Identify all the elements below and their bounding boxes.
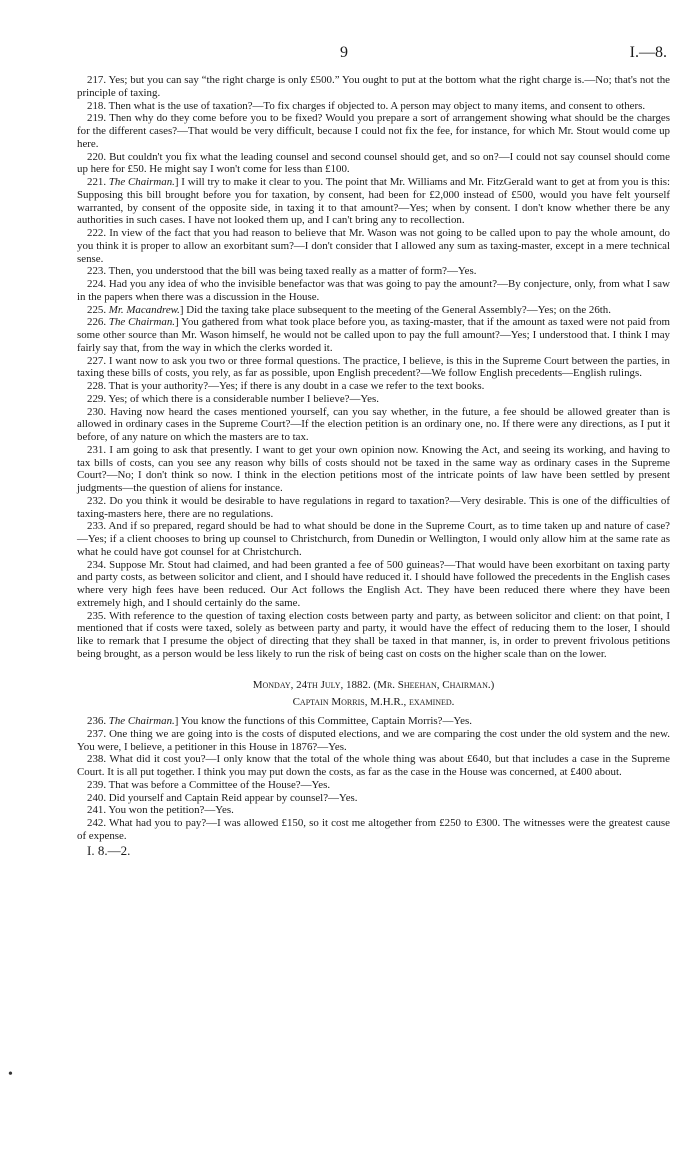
question-number: 226. bbox=[87, 316, 109, 329]
testimony-paragraph bbox=[77, 753, 670, 779]
paragraph-text: 238. What did it cost you?—I only know that the total of the whole thing was about £640, but that includes a case in the Supreme Court. It is all put together. I think you may put down the costs, as far as the case in the House was concerned, at £400 about. bbox=[77, 753, 670, 778]
testimony-paragraph bbox=[77, 74, 670, 100]
paragraph-text: 232. Do you think it would be desirable to have regulations in regard to taxation?—Very desirable. This is one of the difficulties of taxing-masters here, there are no regulations. bbox=[77, 494, 670, 520]
testimony-paragraph bbox=[77, 393, 670, 406]
evidence-block-2 bbox=[77, 715, 670, 843]
paragraph-text: 235. With reference to the question of taxing election costs between party and party, as between solicitor and client: on that point, I mentioned that if costs were taxed, solely as between party and party, it would have the effect of reducing them to the loser, I should like to remark that I presume the object of directing that they shall be taxed in that manner, is, in order to prevent frivolous petitions being brought, as a person would be less likely to run the risk of being cast on costs on the higher scale than on the lower. bbox=[77, 609, 670, 660]
testimony-paragraph bbox=[77, 227, 670, 265]
witness-line: Captain Morris, M.H.R., examined. bbox=[292, 696, 455, 709]
paragraph-text: 217. Yes; but you can say “the right charge is only £500.” You ought to put at the bottom what the right charge is.—No; that's not the principle of taxing. bbox=[77, 74, 670, 99]
question-number: 221. bbox=[87, 176, 109, 188]
paragraph-text: 229. Yes; of which there is a considerable number I believe?—Yes. bbox=[87, 392, 379, 405]
paragraph-text: 234. Suppose Mr. Stout had claimed, and had been granted a fee of 500 guineas?—That would have been exorbitant on taxing party and party costs, as between solicitor and client, and I should have reduced it. I should have followed the precedents in the English cases where very high fees have been reduced. Our Act follows the English Act. They have been reduced there where they have been extremely high, and I should certainly do the same. bbox=[77, 558, 670, 609]
testimony-paragraph bbox=[77, 265, 670, 278]
speaker-name: The Chairman. bbox=[108, 176, 175, 188]
paragraph-text: 233. And if so prepared, regard should be had to what should be done in the Supreme Court, as to time taken up and nature of case?—Yes; if a client chooses to bring up counsel to Christchurch, from Dunedin or Wellington, I would only allow him at the same rate as what he could have got counsel for at Christchurch. bbox=[77, 520, 670, 558]
testimony-paragraph bbox=[77, 100, 670, 113]
paragraph-text: 240. Did yourself and Captain Reid appear by counsel?—Yes. bbox=[87, 791, 358, 804]
speaker-name: Mr. Macandrew. bbox=[108, 303, 180, 316]
speaker-name: The Chairman. bbox=[108, 316, 176, 329]
testimony-paragraph bbox=[77, 304, 670, 317]
sitting-date: Monday, 24th July, 1882. bbox=[252, 678, 371, 691]
testimony-paragraph bbox=[77, 278, 670, 304]
paragraph-text: 218. Then what is the use of taxation?—To fix charges if objected to. A person may object to many items, and consent to others. bbox=[87, 99, 646, 112]
testimony-paragraph bbox=[77, 817, 670, 843]
paragraph-text: 224. Had you any idea of who the invisible benefactor was that was going to pay the amount?—By conjecture, only, from what I saw in the papers when there was a discussion in the House. bbox=[77, 278, 670, 303]
testimony-paragraph bbox=[77, 520, 670, 558]
paragraph-text: 242. What had you to pay?—I was allowed £150, so it cost me altogether from £250 to £300. The witnesses were the greatest cause of expense. bbox=[77, 817, 670, 842]
paragraph-text: ] I will try to make it clear to you. The point that Mr. Williams and Mr. FitzGerald want to get at from you is this: Supposing this bill brought before you for taxation, by consent, had been for £2,000 instead of £500, would you have felt yourself warranted, by consent of the opposite side, in taxing it to that amount?—Yes; when by consent. I don't know whether there be any authorities in such cases. I have not looked them up, and I can't bring any to recollection. bbox=[77, 176, 671, 227]
paragraph-text: 220. But couldn't you fix what the leading counsel and second counsel should get, and so on?—I could not say counsel should come up here for £50. He might say I won't come for less than £100. bbox=[77, 150, 670, 176]
paragraph-text: 227. I want now to ask you two or three formal questions. The practice, I believe, is this in the Supreme Court between the parties, in taxing these bills of costs, you rely, as far as possible, upon English precedent?—We follow English precedents—English rulings. bbox=[77, 354, 670, 380]
testimony-paragraph bbox=[77, 495, 670, 521]
paragraph-text: 228. That is your authority?—Yes; if there is any doubt in a case we refer to the text books. bbox=[87, 380, 485, 392]
paragraph-text: 230. Having now heard the cases mentioned yourself, can you say whether, in the future, a fee should be allowed greater than is allowed in ordinary cases in the Supreme Court?—If the election petition is an ordinary one, no. If there were any directions, as I put it before, of any nature on which the masters are to tax. bbox=[77, 405, 670, 443]
testimony-paragraph bbox=[77, 728, 670, 754]
testimony-paragraph bbox=[77, 559, 670, 610]
testimony-paragraph bbox=[77, 792, 670, 805]
testimony-paragraph bbox=[77, 176, 670, 227]
testimony-paragraph bbox=[77, 444, 670, 495]
paragraph-text: ] Did the taxing take place subsequent to the meeting of the General Assembly?—Yes; on the 26th. bbox=[179, 303, 611, 316]
testimony-paragraph bbox=[77, 112, 670, 150]
speaker-name: The Chairman. bbox=[108, 715, 175, 727]
testimony-paragraph bbox=[77, 779, 670, 792]
sitting-header bbox=[77, 679, 670, 692]
footer-signature: I. 8.—2. bbox=[87, 842, 131, 858]
paragraph-text: 237. One thing we are going into is the costs of disputed elections, and we are comparing the cost under the old system and the new. You were, I believe, a petitioner in this House in 1876?—Yes. bbox=[77, 727, 670, 753]
page-number: 9 bbox=[340, 44, 348, 61]
paragraph-text: 239. That was before a Committee of the House?—Yes. bbox=[87, 778, 331, 791]
document-reference: I.—8. bbox=[629, 44, 667, 61]
paragraph-text: ] You gathered from what took place before you, as taxing-master, that if the amount as taxed were not paid from some other source than Mr. Wason himself, he would not be called upon to pay the full amount?—Yes; I understood that. I think I may fairly say that, from the way in which the clerks worded it. bbox=[77, 316, 670, 354]
testimony-paragraph bbox=[77, 804, 670, 817]
testimony-paragraph bbox=[77, 610, 670, 661]
question-number: 236. bbox=[87, 715, 109, 727]
paragraph-text: 241. You won the petition?—Yes. bbox=[87, 804, 234, 817]
paragraph-text: ] You know the functions of this Committee, Captain Morris?—Yes. bbox=[174, 715, 472, 727]
evidence-block-1 bbox=[77, 74, 670, 661]
testimony-paragraph bbox=[77, 715, 670, 728]
testimony-paragraph bbox=[77, 151, 670, 177]
testimony-paragraph bbox=[77, 380, 670, 393]
document-body bbox=[77, 74, 670, 857]
paragraph-text: 219. Then why do they come before you to be fixed? Would you prepare a sort of arrangement showing what should be the charges for the different cases?—That would be very difficult, because I could not fix the fee, for instance, for which Mr. Stout would come up here. bbox=[77, 112, 670, 150]
testimony-paragraph bbox=[77, 316, 670, 354]
sitting-chair: (Mr. Sheehan, Chairman.) bbox=[373, 678, 495, 691]
paragraph-text: 223. Then, you understood that the bill was being taxed really as a matter of form?—Yes. bbox=[87, 265, 477, 278]
paragraph-text: 222. In view of the fact that you had reason to believe that Mr. Wason was not going to be called upon to pay the whole amount, do you think it is proper to allow an exorbitant sum?—I don't consider that I allowed any sum as taxing-master, except in a mere technical sense. bbox=[77, 227, 670, 265]
paragraph-text: 231. I am going to ask that presently. I want to get your own opinion now. Knowing the Act, and seeing its working, and having to tax bills of costs, can you see any reason why bills of costs should not be taxed in the same way as ordinary cases in the Supreme Court?—No; I don't think so now. I think in the election petitions most of the intricate points of law have been settled by present judgments—the question of aliens for instance. bbox=[77, 443, 670, 494]
margin-dot: • bbox=[8, 1067, 13, 1082]
testimony-paragraph bbox=[77, 406, 670, 444]
testimony-paragraph bbox=[77, 355, 670, 381]
question-number: 225. bbox=[87, 303, 109, 316]
